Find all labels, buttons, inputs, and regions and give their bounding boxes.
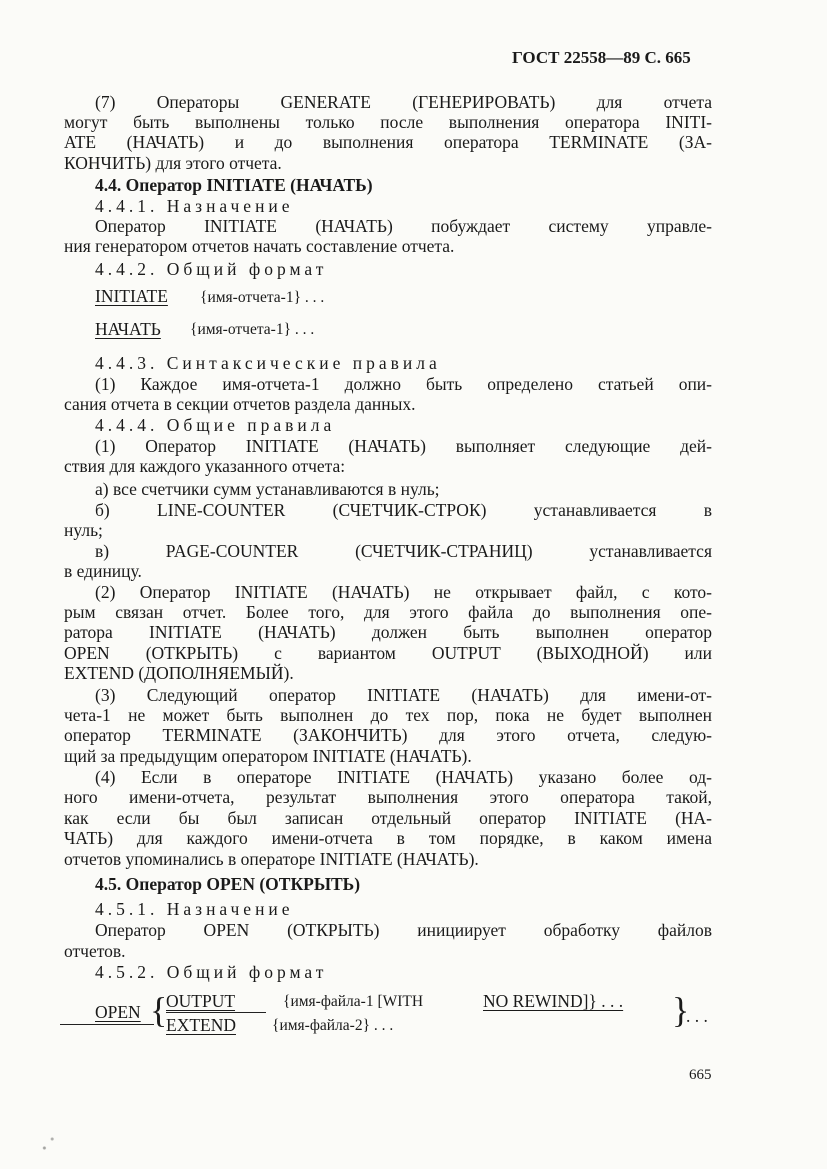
list-item: в) PAGE-COUNTER (СЧЕТЧИК-СТРАНИЦ) устанавливается (95, 541, 712, 561)
format-keyword: INITIATE (95, 286, 168, 306)
paragraph-line: ния генератором отчетов начать составление отчета. (64, 236, 455, 256)
list-item: б) LINE-COUNTER (СЧЕТЧИК-СТРОК) устанавливается в (95, 500, 712, 520)
paragraph-line: в единицу. (64, 561, 142, 581)
paragraph-line: (7) Операторы GENERATE (ГЕНЕРИРОВАТЬ) для отчета (95, 92, 712, 112)
paragraph-line: чета-1 не может быть выполнен до тех пор, пока не будет выполнен (64, 705, 712, 725)
subsection-heading: 4.5.2. Общий формат (95, 962, 328, 982)
paragraph-line: оператор TERMINATE (ЗАКОНЧИТЬ) для этого отчета, следую- (64, 725, 712, 745)
page-number: 665 (689, 1067, 712, 1083)
subsection-heading: 4.4.1. Назначение (95, 196, 294, 216)
paragraph-line: ного имени-отчета, результат выполнения этого оператора такой, (64, 787, 712, 807)
format-keyword: OPEN (95, 1002, 141, 1022)
paragraph-line: (4) Если в операторе INITIATE (НАЧАТЬ) указано более од- (95, 767, 712, 787)
paragraph-line: ATE (НАЧАТЬ) и до выполнения оператора TERMINATE (ЗА- (64, 132, 712, 152)
format-keyword: EXTEND (166, 1015, 236, 1035)
format-operand: {имя-отчета-1} . . . (190, 321, 315, 338)
paragraph-line: ствия для каждого указанного отчета: (64, 456, 346, 476)
paragraph-line: КОНЧИТЬ) для этого отчета. (64, 153, 282, 173)
format-keyword: НАЧАТЬ (95, 319, 161, 339)
paragraph-line: сания отчета в секции отчетов раздела данных. (64, 394, 416, 414)
format-operand: {имя-файла-1 [WITH (283, 993, 424, 1010)
ellipsis: . . . (686, 1006, 708, 1026)
format-rule (60, 1024, 154, 1025)
paragraph-line: ЧАТЬ) для каждого имени-отчета в том порядке, в каком имена (64, 828, 712, 848)
paragraph-line: могут быть выполнены только после выполнения оператора INITI- (64, 112, 712, 132)
format-keyword: NO REWIND]} . . . (483, 991, 624, 1011)
list-item: а) все счетчики сумм устанавливаются в нуль; (95, 479, 440, 499)
format-keyword: OUTPUT (166, 991, 236, 1011)
paragraph-line: (1) Каждое имя-отчета-1 должно быть определено статьей опи- (95, 374, 712, 394)
running-header: ГОСТ 22558—89 С. 665 (512, 48, 691, 67)
subsection-heading: 4.4.2. Общий формат (95, 259, 328, 279)
section-heading: 4.5. Оператор OPEN (ОТКРЫТЬ) (95, 874, 361, 894)
paragraph-line: (1) Оператор INITIATE (НАЧАТЬ) выполняет следующие дей- (95, 436, 712, 456)
paragraph-line: Оператор INITIATE (НАЧАТЬ) побуждает систему управле- (95, 216, 712, 236)
format-operand: {имя-файла-2} . . . (272, 1017, 394, 1034)
paragraph-line: нуль; (64, 520, 103, 540)
format-operand: {имя-отчета-1} . . . (200, 289, 325, 306)
subsection-heading: 4.4.3. Синтаксические правила (95, 353, 441, 373)
left-brace: { (150, 990, 168, 1030)
subsection-heading: 4.5.1. Назначение (95, 899, 294, 919)
paragraph-line: рым связан отчет. Более того, для этого файла до выполнения опе- (64, 602, 712, 622)
paragraph-line: отчетов упоминались в операторе INITIATE (НАЧАТЬ). (64, 849, 479, 869)
subsection-heading: 4.4.4. Общие правила (95, 415, 336, 435)
paragraph-line: OPEN (ОТКРЫТЬ) с вариантом OUTPUT (ВЫХОДНОЙ) или (64, 643, 712, 663)
paragraph-line: щий за предыдущим оператором INITIATE (НАЧАТЬ). (64, 746, 472, 766)
paragraph-line: ратора INITIATE (НАЧАТЬ) должен быть выполнен оператор (64, 622, 712, 642)
scan-speckle (34, 1130, 60, 1160)
paragraph-line: как если бы был записан отдельный оператор INITIATE (НА- (64, 808, 712, 828)
paragraph-line: Оператор OPEN (ОТКРЫТЬ) инициирует обработку файлов (95, 920, 712, 940)
right-brace: } (672, 990, 690, 1030)
paragraph-line: (3) Следующий оператор INITIATE (НАЧАТЬ) для имени-от- (95, 685, 712, 705)
paragraph-line: отчетов. (64, 941, 126, 961)
format-rule (166, 1012, 266, 1013)
paragraph-line: (2) Оператор INITIATE (НАЧАТЬ) не открывает файл, с кото- (95, 582, 712, 602)
paragraph-line: EXTEND (ДОПОЛНЯЕМЫЙ). (64, 663, 294, 683)
section-heading: 4.4. Оператор INITIATE (НАЧАТЬ) (95, 175, 373, 195)
